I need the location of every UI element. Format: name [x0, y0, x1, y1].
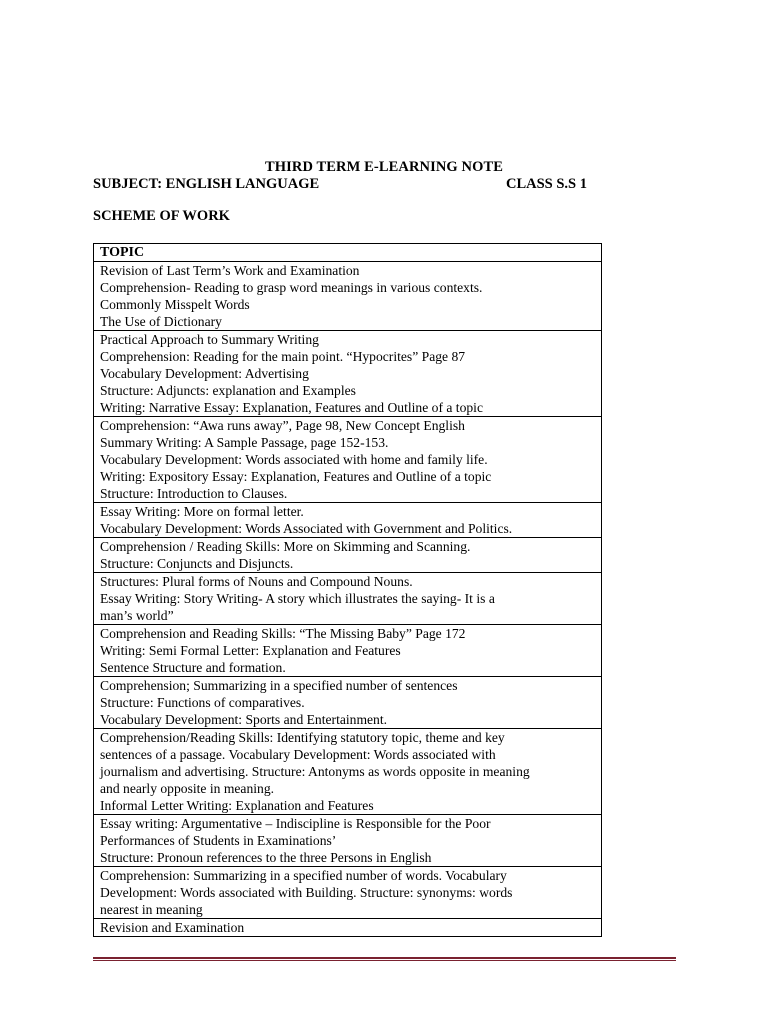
- topic-line: Development: Words associated with Building. Structure: synonyms: words: [100, 885, 513, 900]
- topic-line: Comprehension: Summarizing in a specified number of words. Vocabulary: [100, 868, 507, 883]
- topic-cell: [94, 417, 602, 503]
- topic-line: Writing: Narrative Essay: Explanation, Features and Outline of a topic: [100, 400, 483, 415]
- topic-line: Essay writing: Argumentative – Indiscipline is Responsible for the Poor: [100, 816, 491, 831]
- topic-line: nearest in meaning: [100, 902, 203, 917]
- topic-cell: [94, 815, 602, 867]
- footer-rule-thin: [93, 960, 676, 961]
- table-row: [94, 729, 602, 815]
- topic-line: Sentence Structure and formation.: [100, 660, 286, 675]
- table-row: [94, 919, 602, 937]
- topic-line: Revision and Examination: [100, 920, 245, 935]
- topic-column-header: TOPIC: [94, 244, 602, 262]
- topic-line: Vocabulary Development: Advertising: [100, 366, 309, 381]
- table-row: [94, 538, 602, 573]
- class-label: CLASS S.S 1: [506, 176, 587, 192]
- topic-line: Vocabulary Development: Sports and Entertainment.: [100, 712, 388, 727]
- subject-line: [93, 176, 593, 193]
- topic-line: Structure: Adjuncts: explanation and Examples: [100, 383, 356, 398]
- table-row: [94, 503, 602, 538]
- topic-line: Comprehension: Reading for the main point. “Hypocrites” Page 87: [100, 349, 466, 364]
- topic-cell: [94, 729, 602, 815]
- topic-line: Structures: Plural forms of Nouns and Compound Nouns.: [100, 574, 413, 589]
- topic-line: Comprehension and Reading Skills: “The Missing Baby” Page 172: [100, 626, 466, 641]
- topic-cell: [94, 919, 602, 937]
- topic-cell: [94, 867, 602, 919]
- table-row: [94, 262, 602, 331]
- document-title: THIRD TERM E-LEARNING NOTE: [265, 159, 503, 175]
- topic-line: Revision of Last Term’s Work and Examination: [100, 263, 360, 278]
- topic-line: Summary Writing: A Sample Passage, page 152-153.: [100, 435, 389, 450]
- topic-line: Comprehension: “Awa runs away”, Page 98, New Concept English: [100, 418, 465, 433]
- scheme-of-work-table: [93, 243, 602, 937]
- topic-cell: [94, 573, 602, 625]
- topic-line: Vocabulary Development: Words Associated with Government and Politics.: [100, 521, 513, 536]
- table-row: [94, 417, 602, 503]
- topic-cell: [94, 262, 602, 331]
- section-heading: SCHEME OF WORK: [93, 208, 230, 224]
- topic-cell: [94, 503, 602, 538]
- topic-line: Essay Writing: Story Writing- A story which illustrates the saying- It is a: [100, 591, 495, 606]
- topic-cell: [94, 625, 602, 677]
- topic-line: Vocabulary Development: Words associated with home and family life.: [100, 452, 488, 467]
- topic-line: Commonly Misspelt Words: [100, 297, 250, 312]
- topic-line: Essay Writing: More on formal letter.: [100, 504, 304, 519]
- footer-rule: [93, 957, 676, 962]
- topic-line: Writing: Semi Formal Letter: Explanation and Features: [100, 643, 401, 658]
- topic-line: Performances of Students in Examinations’: [100, 833, 337, 848]
- topic-line: Comprehension / Reading Skills: More on Skimming and Scanning.: [100, 539, 471, 554]
- topic-line: Comprehension- Reading to grasp word meanings in various contexts.: [100, 280, 483, 295]
- topic-line: Writing: Expository Essay: Explanation, Features and Outline of a topic: [100, 469, 492, 484]
- topic-line: and nearly opposite in meaning.: [100, 781, 275, 796]
- topic-line: Structure: Introduction to Clauses.: [100, 486, 288, 501]
- topic-line: Comprehension; Summarizing in a specified number of sentences: [100, 678, 458, 693]
- table-row: [94, 815, 602, 867]
- topic-line: sentences of a passage. Vocabulary Development: Words associated with: [100, 747, 496, 762]
- table-body: [94, 262, 602, 937]
- table-row: [94, 677, 602, 729]
- topic-line: Structure: Functions of comparatives.: [100, 695, 305, 710]
- topic-line: Comprehension/Reading Skills: Identifying statutory topic, theme and key: [100, 730, 505, 745]
- table-row: [94, 331, 602, 417]
- topic-line: man’s world”: [100, 608, 174, 623]
- table-row: [94, 867, 602, 919]
- topic-line: Structure: Conjuncts and Disjuncts.: [100, 556, 294, 571]
- table-row: [94, 573, 602, 625]
- topic-cell: [94, 331, 602, 417]
- topic-line: journalism and advertising. Structure: Antonyms as words opposite in meaning: [100, 764, 530, 779]
- topic-line: Practical Approach to Summary Writing: [100, 332, 319, 347]
- topic-line: Informal Letter Writing: Explanation and Features: [100, 798, 374, 813]
- table-row: [94, 625, 602, 677]
- topic-cell: [94, 538, 602, 573]
- topic-line: Structure: Pronoun references to the three Persons in English: [100, 850, 432, 865]
- subject-label: SUBJECT: ENGLISH LANGUAGE: [93, 176, 320, 192]
- topic-cell: [94, 677, 602, 729]
- footer-rule-thick: [93, 957, 676, 959]
- table-header-row: [94, 244, 602, 262]
- topic-line: The Use of Dictionary: [100, 314, 222, 329]
